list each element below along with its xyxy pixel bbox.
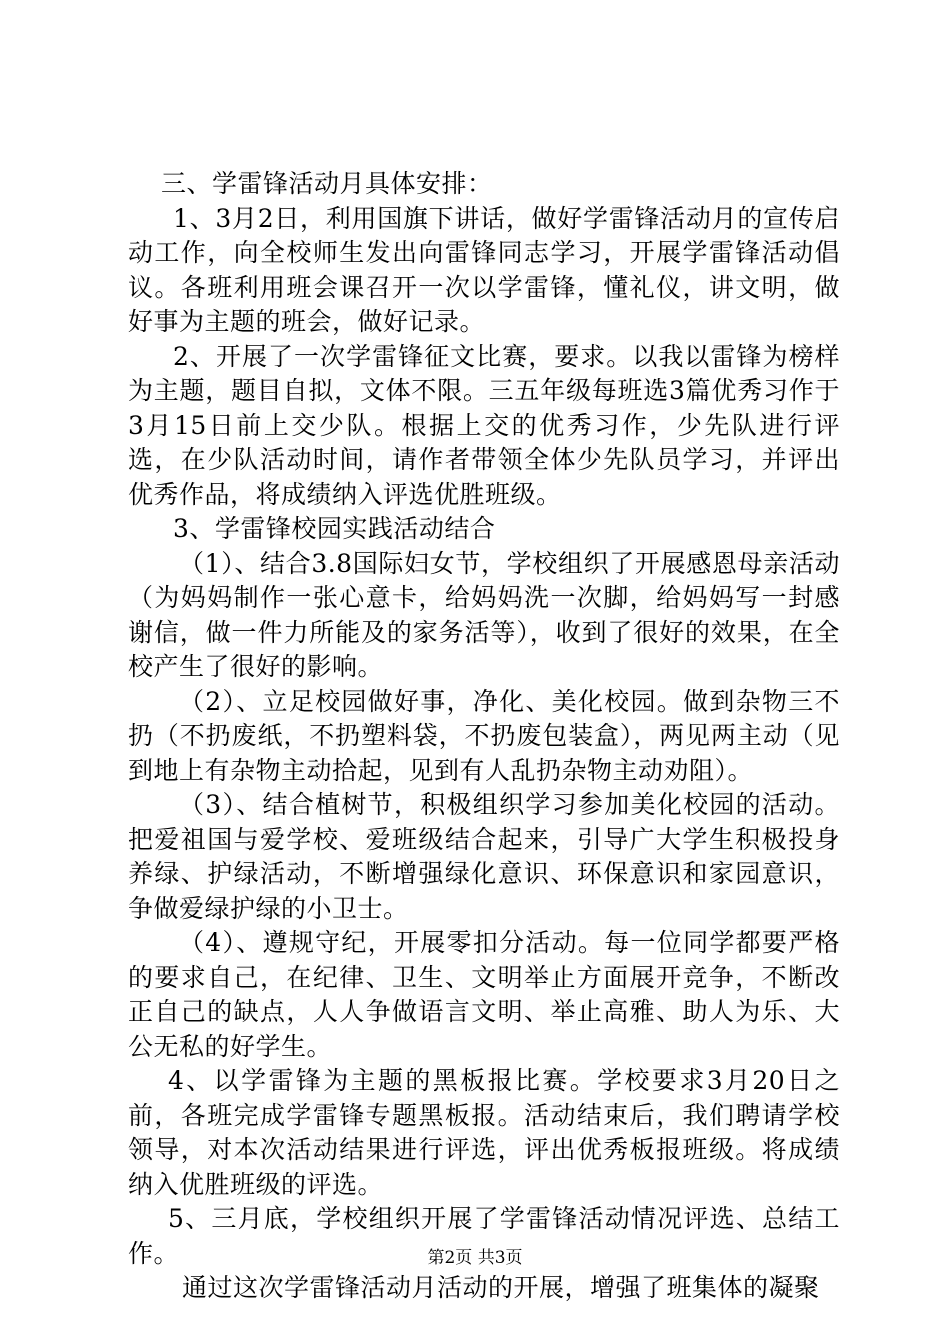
document-body [128, 167, 840, 1306]
paragraph-item-2: 2、开展了一次学雷锋征文比赛，要求。以我以雷锋为榜样为主题，题目自拟，文体不限。三五年级每班选3篇优秀习作于3月15日前上交少队。根据上交的优秀习作，少先队进行评选，在少队活动时间，请作者带领全体少先队员学习，并评出优秀作品，将成绩纳入评选优胜班级。 [128, 341, 840, 509]
paragraph-subitem-3: （3）、结合植树节，积极组织学习参加美化校园的活动。把爱祖国与爱学校、爱班级结合起来，引导广大学生积极投身养绿、护绿活动，不断增强绿化意识、环保意识和家园意识，争做爱绿护绿的小卫士。 [128, 790, 840, 923]
paragraph-conclusion: 通过这次学雷锋活动月活动的开展，增强了班集体的凝聚 [182, 1273, 820, 1302]
paragraph-subitem-1: （1）、结合3.8国际妇女节，学校组织了开展感恩母亲活动（为妈妈制作一张心意卡，给妈妈洗一次脚，给妈妈写一封感谢信，做一件力所能及的家务活等），收到了很好的效果，在全校产生了很好的影响。 [128, 548, 840, 681]
section-heading: 三、学雷锋活动月具体安排： [161, 169, 493, 198]
paragraph-subitem-4: （4）、遵规守纪，开展零扣分活动。每一位同学都要严格的要求自己，在纪律、卫生、文明举止方面展开竞争，不断改正自己的缺点，人人争做语言文明、举止高雅、助人为乐、大公无私的好学生。 [128, 928, 840, 1061]
paragraph-item-3: 3、学雷锋校园实践活动结合 [173, 514, 496, 543]
paragraph-item-5: 5、三月底，学校组织开展了学雷锋活动情况评选、总结工作。 [128, 1204, 840, 1268]
page-footer: 第2页 共3页 [427, 1248, 523, 1268]
paragraph-item-1: 1、3月2日，利用国旗下讲话，做好学雷锋活动月的宣传启动工作，向全校师生发出向雷锋同志学习，开展学雷锋活动倡议。各班利用班会课召开一次以学雷锋，懂礼仪，讲文明，做好事为主题的班会，做好记录。 [128, 203, 840, 336]
paragraph-item-4: 4、以学雷锋为主题的黑板报比赛。学校要求3月20日之前，各班完成学雷锋专题黑板报。活动结束后，我们聘请学校领导，对本次活动结果进行评选，评出优秀板报班级。将成绩纳入优胜班级的评选。 [128, 1066, 840, 1199]
paragraph-subitem-2: （2）、立足校园做好事，净化、美化校园。做到杂物三不扔（不扔废纸，不扔塑料袋，不扔废包装盒），两见两主动（见到地上有杂物主动拾起，见到有人乱扔杂物主动劝阻）。 [128, 686, 840, 785]
